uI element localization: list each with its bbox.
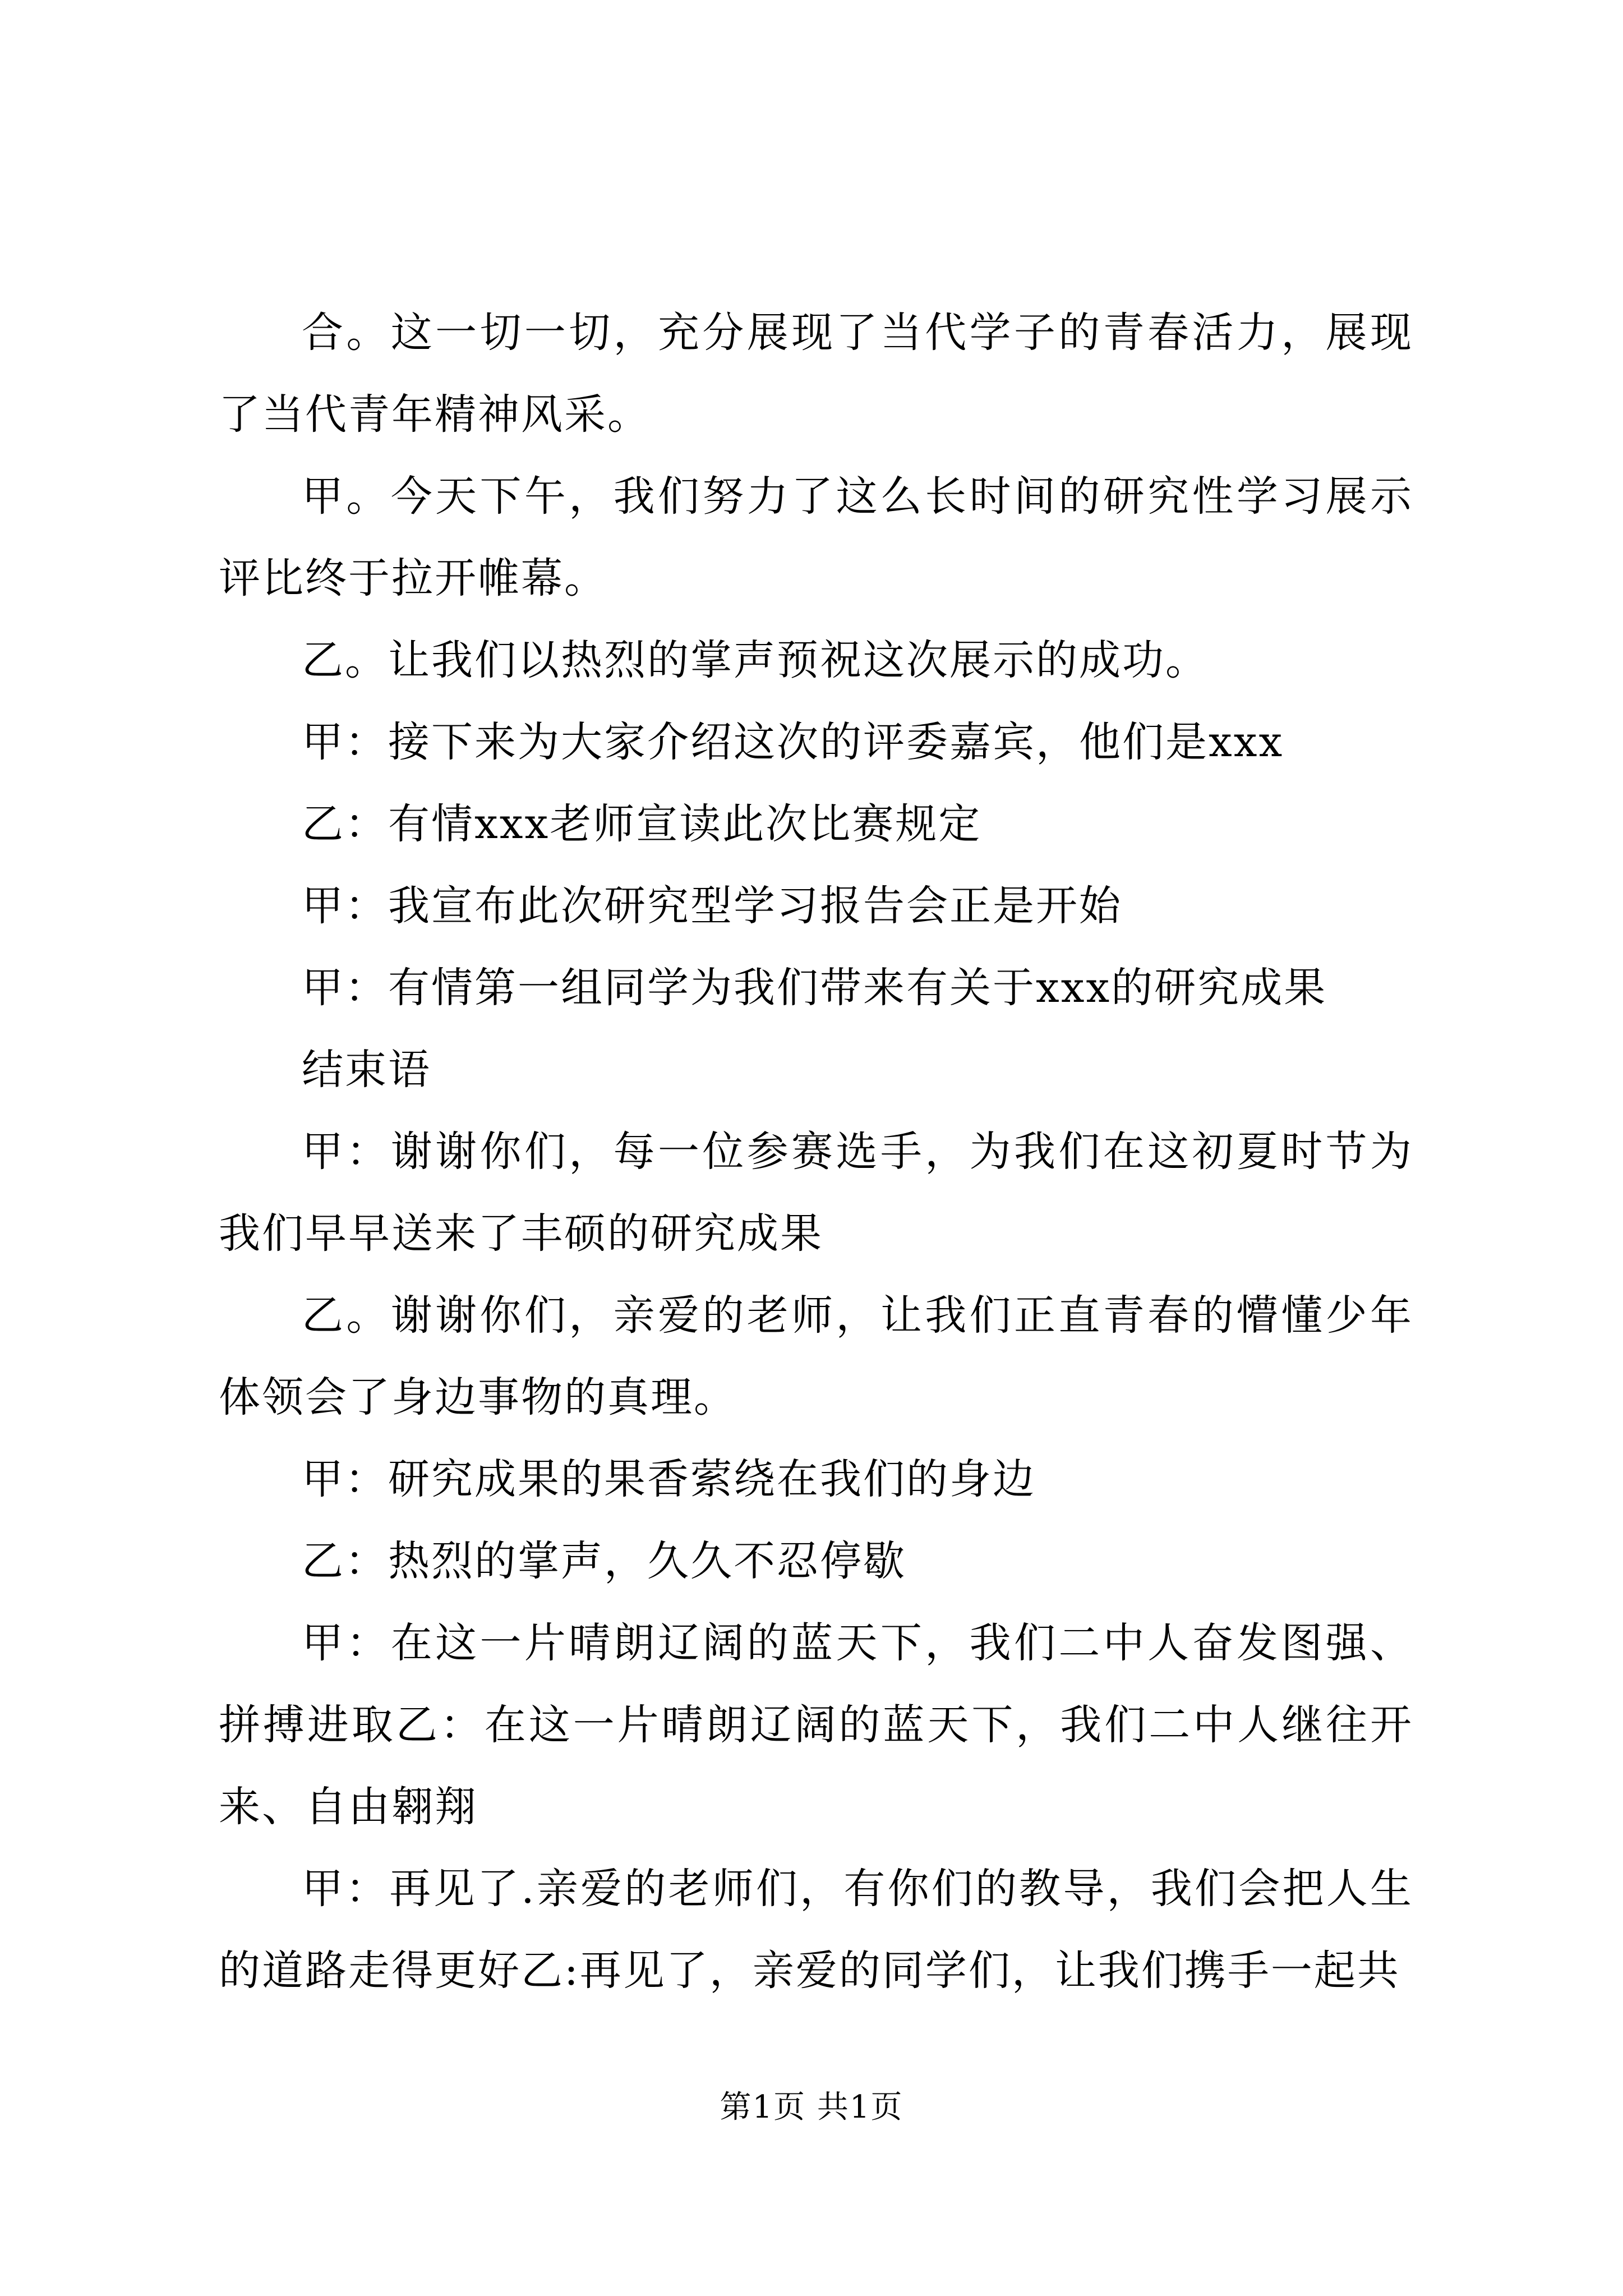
document-body bbox=[219, 292, 1413, 2012]
page-number-label: 第1页 共1页 bbox=[720, 2089, 903, 2125]
paragraph: 乙。谢谢你们，亲爱的老师，让我们正直青春的懵懂少年体领会了身边事物的真理。 bbox=[219, 1291, 1413, 1421]
paragraph: 甲：接下来为大家介绍这次的评委嘉宾，他们是xxx bbox=[302, 718, 1284, 766]
paragraph: 甲：谢谢你们，每一位参赛选手，为我们在这初夏时节为我们早早送来了丰硕的研究成果 bbox=[219, 1128, 1413, 1258]
page-footer bbox=[0, 2088, 1623, 2127]
paragraph: 合。这一切一切，充分展现了当代学子的青春活力，展现了当代青年精神风采。 bbox=[219, 309, 1413, 439]
paragraph: 甲。今天下午，我们努力了这么长时间的研究性学习展示评比终于拉开帷幕。 bbox=[219, 472, 1413, 602]
paragraph: 甲：有情第一组同学为我们带来有关于xxx的研究成果 bbox=[302, 964, 1327, 1012]
paragraph: 甲：在这一片晴朗辽阔的蓝天下，我们二中人奋发图强、拼搏进取乙：在这一片晴朗辽阔的蓝天下，我们二中人继往开来、自由翱翔 bbox=[219, 1619, 1413, 1831]
paragraph: 甲：再见了.亲爱的老师们，有你们的教导，我们会把人生的道路走得更好乙:再见了，亲爱的同学们，让我们携手一起共 bbox=[219, 1865, 1413, 1995]
paragraph: 甲：研究成果的果香萦绕在我们的身边 bbox=[302, 1455, 1036, 1503]
paragraph: 乙：热烈的掌声，久久不忍停歇 bbox=[302, 1537, 906, 1585]
paragraph: 甲：我宣布此次研究型学习报告会正是开始 bbox=[302, 882, 1122, 930]
paragraph: 乙：有情xxx老师宣读此次比赛规定 bbox=[302, 800, 982, 848]
paragraph: 乙。让我们以热烈的掌声预祝这次展示的成功。 bbox=[302, 636, 1209, 684]
section-heading: 结束语 bbox=[302, 1046, 431, 1094]
